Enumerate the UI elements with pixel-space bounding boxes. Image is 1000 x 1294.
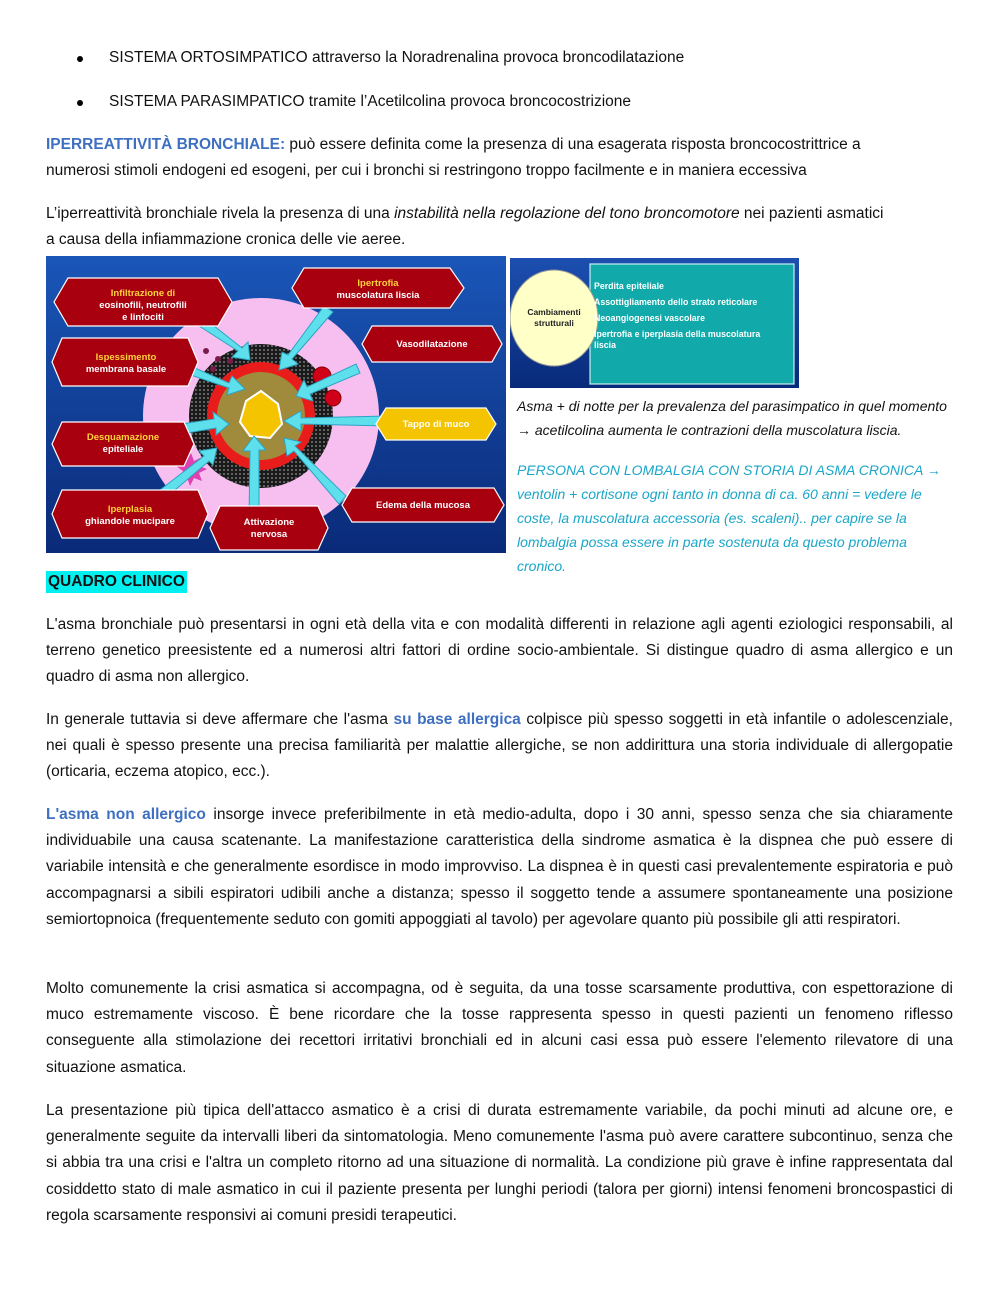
- change-item: Perdita epiteliale: [594, 281, 664, 291]
- box-infiltrazione-line2: eosinofili, neutrofili: [99, 300, 187, 311]
- box-iperplasia-line1: Iperplasia: [107, 504, 153, 515]
- box-infiltrazione-line3: e linfociti: [122, 312, 164, 323]
- paragraph-5: [46, 1098, 953, 1229]
- box-ispessimento-line2: membrana basale: [85, 364, 167, 375]
- box-ipertrofia-line2: muscolatura liscia: [336, 290, 420, 301]
- box-edema: [342, 488, 504, 522]
- instab-pre: L’iperreattività bronchiale rivela la presenza di una: [46, 205, 395, 222]
- paragraph-4-text: Molto comunemente la crisi asmatica si accompagna, od è seguita, da una tosse scarsamente produttiva, con espettorazione di muco estremamente viscoso. È bene ricordare che la tosse rappresenta spesso in questi pazienti un fenomeno riflesso conseguente alla stimolazione dei recettori irritativi bronchiali ed in alcuni casi essa può essere l'elemento rilevatore di una situazione asmatica.: [46, 980, 953, 1076]
- p2-highlight: su base allergica: [393, 711, 521, 728]
- box-ispessimento-line1: Ispessimento: [95, 352, 157, 363]
- box-attivazione-line1: Attivazione: [243, 517, 295, 528]
- change-item: Ipertrofia e iperplasia della muscolatura: [594, 329, 761, 339]
- p2-pre: In generale tuttavia si deve affermare che l'asma: [46, 711, 394, 728]
- paragraph-1-text: L'asma bronchiale può presentarsi in ogni età della vita e con modalità differenti in relazione agli agenti eziologici responsabili, al terreno genetico preesistente ed a numerosi altri fattori di ordine socio-ambientale. Si distingue quadro di asma allergico e un quadro di asma non allergico.: [46, 616, 953, 686]
- box-vasodilatazione: [362, 326, 502, 362]
- structural-changes-diagram: [510, 258, 799, 388]
- box-desquamazione: [52, 422, 194, 466]
- box-infiltrazione: [54, 278, 232, 326]
- paragraph-2: [46, 707, 953, 786]
- p3-post: insorge invece preferibilmente in età medio-adulta, dopo i 30 anni, spesso senza che sia chiaramente individuabile una causa scatenante. La manifestazione caratteristica della sindrome asmatica è la dispnea che può essere di variabile intensità e che generalmente esordisce in modo improvviso. La dispnea è in questi casi prevalentemente espiratoria e può accompagnarsi a sibili espiratori udibili anche a distanza; spesso il soggetto tende a assumere spontaneamente una posizione semiortopnoica (frequentemente seduto con gomiti appoggiati al tavolo) per agevolare quanto più possibile gli atti respiratori.: [46, 806, 954, 928]
- bullet-parasimpatico: SISTEMA PARASIMPATICO tramite l’Acetilcolina provoca broncocostrizione: [109, 93, 632, 110]
- box-ipertrofia-line1: Ipertrofia: [357, 278, 399, 289]
- paragraph-1: [46, 612, 953, 691]
- box-edema-text: Edema della mucosa: [376, 500, 470, 511]
- changes-oval-line2: strutturali: [534, 318, 574, 328]
- p3-highlight: L'asma non allergico: [46, 806, 206, 823]
- box-ispessimento: [52, 338, 198, 386]
- note-night-line1: Asma + di notte per la prevalenza del parasimpatico in quel momento: [517, 398, 947, 414]
- box-iperplasia-line2: ghiandole mucipare: [85, 516, 175, 527]
- bronchial-inflammation-diagram: [46, 256, 506, 553]
- note-night-line2: → acetilcolina aumenta le contrazioni della muscolatura liscia.: [517, 422, 902, 438]
- note-lombalgia-line5: cronico.: [517, 558, 567, 574]
- bullet-dot: [77, 100, 83, 106]
- change-item: liscia: [594, 340, 617, 350]
- note-lombalgia-line1: PERSONA CON LOMBALGIA CON STORIA DI ASMA CRONICA →: [517, 462, 941, 478]
- section-heading-quadro-clinico: QUADRO CLINICO: [46, 571, 187, 593]
- box-attivazione: [210, 506, 328, 550]
- box-tappo-muco: [376, 408, 496, 440]
- box-attivazione-line2: nervosa: [250, 529, 288, 540]
- iper-line-2: numerosi stimoli endogeni ed esogeni, per cui i bronchi si restringono troppo facilmente e in maniera eccessiva: [46, 162, 807, 179]
- bullet-dot: [77, 56, 83, 62]
- note-lombalgia-line3: coste, la muscolatura accessoria (es. scaleni).. per capire se la: [517, 510, 907, 526]
- vessel-dot: [325, 390, 341, 406]
- instab-post: nei pazienti asmatici: [739, 205, 884, 222]
- paragraph-5-text: La presentazione più tipica dell'attacco asmatico è a crisi di durata estremamente variabile, da pochi minuti ad alcune ore, e generalmente seguite da intervalli liberi da sintomatologia. Meno comunemente l'asma può avere carattere subcontinuo, senza che si abbia tra una crisi e l'altra un completo ritorno ad una situazione di normalità. La condizione più grave è infine rappresentata dal cosiddetto stato di male asmatico in cui il paziente presenta per lunghi periodi (talora per giorni) intensi fenomeni broncospastici di regola scarsamente responsivi ai comuni presidi terapeutici.: [46, 1102, 953, 1224]
- box-ipertrofia: [292, 268, 464, 308]
- instab-italic: instabilità nella regolazione del tono broncomotore: [394, 205, 740, 222]
- change-item: Assottigliamento dello strato reticolare: [594, 297, 758, 307]
- paragraph-4: [46, 976, 953, 1081]
- box-infiltrazione-line1: Infiltrazione di: [110, 288, 176, 299]
- iper-label: IPERREATTIVITÀ BRONCHIALE:: [46, 136, 286, 153]
- box-tappo-text: Tappo di muco: [402, 419, 470, 430]
- iper-line-1: [46, 132, 861, 158]
- paragraph-3: [46, 802, 953, 933]
- change-item: Neoangiogenesi vascolare: [594, 313, 705, 323]
- note-lombalgia-line4: lombalgia possa essere in parte sostenuta da questo problema: [517, 534, 907, 550]
- note-lombalgia-line2: ventolin + cortisone ogni tanto in donna di ca. 60 anni = vedere le: [517, 486, 922, 502]
- changes-oval-line1: Cambiamenti: [527, 307, 581, 317]
- instab-line-2: a causa della infiammazione cronica delle vie aeree.: [46, 231, 406, 248]
- paragraph-3-text: [46, 802, 953, 933]
- box-desquamazione-line1: Desquamazione: [86, 432, 160, 443]
- paragraph-2-text: [46, 707, 953, 786]
- p2-post: colpisce più spesso soggetti in età infantile o adolescenziale, nei quali è spesso presente una precisa familiarità per malattie allergiche, se non addirittura una storia individuale di allergopatie (orticaria, eczema atopico, ecc.).: [46, 711, 953, 781]
- instab-line-1: [46, 201, 884, 227]
- box-vasodilatazione-text: Vasodilatazione: [396, 339, 468, 350]
- box-desquamazione-line2: epiteliale: [102, 444, 144, 455]
- iper-text-1: può essere definita come la presenza di una esagerata risposta broncocostrittrice a: [285, 136, 861, 153]
- bullet-ortosimpatico: SISTEMA ORTOSIMPATICO attraverso la Noradrenalina provoca broncodilatazione: [109, 49, 685, 66]
- box-iperplasia: [52, 490, 208, 538]
